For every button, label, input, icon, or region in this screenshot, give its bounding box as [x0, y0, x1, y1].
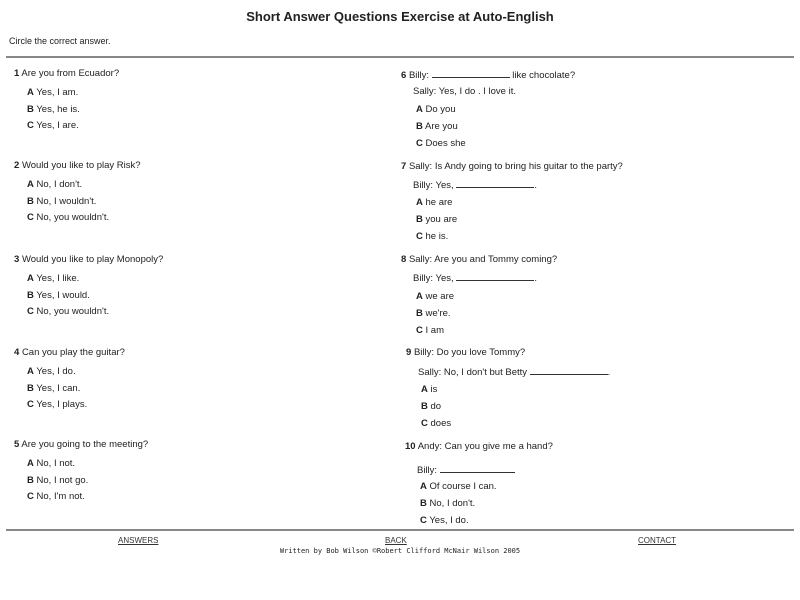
reply-line [418, 365, 610, 378]
option-text: does [430, 417, 452, 429]
option-a [420, 481, 497, 492]
option-text: Yes, I would. [36, 289, 90, 301]
reply-line [413, 86, 516, 97]
option-b [27, 104, 80, 115]
question-2 [14, 160, 141, 171]
option-letter: B [420, 497, 427, 509]
question-number: 7 [401, 161, 407, 172]
answers-link[interactable]: ANSWERS [118, 536, 159, 545]
option-b [420, 498, 475, 509]
option-letter: C [27, 306, 34, 317]
option-text: No, I don't. [36, 179, 83, 190]
reply-text: Yes, [435, 273, 454, 284]
question-number: 10 [405, 441, 416, 452]
option-text: is [430, 384, 438, 395]
question-number: 5 [14, 439, 20, 450]
question-6 [401, 68, 575, 81]
question-text: like chocolate? [512, 70, 576, 81]
question-number: 2 [14, 160, 20, 171]
option-text: we are [425, 291, 455, 302]
option-b [27, 383, 80, 394]
option-c [27, 120, 79, 131]
answer-blank [440, 463, 515, 473]
option-b [416, 308, 451, 319]
reply-text: No, I don't but Betty [443, 367, 528, 378]
option-letter: B [27, 382, 34, 394]
option-letter: A [416, 291, 423, 302]
option-letter: A [27, 179, 34, 190]
option-letter: A [416, 104, 423, 115]
option-text: I am [425, 324, 444, 336]
reply-text: Yes, I do . I love it. [438, 86, 516, 97]
option-c [416, 138, 466, 149]
option-text: do [430, 400, 442, 412]
option-c [421, 418, 451, 429]
option-text: No, I don't. [429, 497, 476, 509]
question-text: Can you play the guitar? [21, 347, 125, 358]
back-link[interactable]: BACK [385, 536, 407, 545]
option-c [416, 325, 444, 336]
option-text: Yes, I plays. [36, 399, 88, 410]
option-c [27, 212, 109, 223]
option-text: Does she [425, 137, 466, 149]
answer-blank [530, 365, 608, 375]
speaker: Andy: [417, 441, 442, 452]
option-b [27, 475, 88, 486]
contact-link[interactable]: CONTACT [638, 536, 677, 545]
option-letter: B [27, 474, 34, 486]
reply-line [413, 178, 537, 191]
option-letter: C [416, 137, 423, 149]
reply-speaker: Billy: [413, 180, 434, 191]
instruction: Circle the correct answer. [9, 36, 111, 46]
question-number: 4 [14, 347, 20, 358]
option-text: Do you [425, 104, 456, 115]
option-text: he are [425, 197, 453, 208]
option-a [27, 458, 75, 469]
reply-line [413, 271, 537, 284]
option-text: No, you wouldn't. [36, 212, 110, 223]
option-letter: C [421, 417, 428, 429]
header-divider [6, 56, 794, 58]
speaker: Billy: [413, 347, 434, 358]
answer-blank [432, 68, 510, 78]
option-a [416, 104, 456, 115]
question-5 [14, 439, 148, 450]
question-text: Would you like to play Monopoly? [21, 254, 164, 265]
option-letter: B [27, 195, 34, 207]
option-c [416, 231, 448, 242]
question-10 [405, 441, 553, 452]
option-text: Yes, I like. [36, 273, 80, 284]
option-letter: C [27, 491, 34, 502]
option-c [27, 306, 109, 317]
option-text: you are [425, 213, 458, 225]
question-number: 9 [406, 347, 412, 358]
option-text: Yes, I do. [429, 514, 469, 526]
option-a [27, 273, 79, 284]
option-letter: C [420, 514, 427, 526]
option-text: Yes, I can. [36, 382, 81, 394]
option-text: Yes, I do. [36, 366, 76, 377]
option-letter: A [27, 273, 34, 284]
option-letter: C [27, 212, 34, 223]
option-text: Are you [425, 120, 458, 132]
option-b [27, 196, 96, 207]
option-letter: C [27, 120, 34, 131]
author-credit: Written by Bob Wilson ©Robert Clifford McNair Wilson 2005 [279, 547, 521, 555]
option-a [27, 366, 76, 377]
option-b [421, 401, 441, 412]
option-letter: B [27, 103, 34, 115]
speaker: Billy: [408, 70, 429, 81]
reply-line [417, 463, 515, 476]
reply-speaker: Billy: [417, 465, 438, 476]
option-letter: B [27, 289, 34, 301]
option-letter: A [27, 87, 34, 98]
option-text: he is. [425, 230, 449, 242]
option-text: No, you wouldn't. [36, 306, 110, 317]
question-9 [406, 347, 525, 358]
question-8 [401, 254, 557, 265]
option-a [27, 87, 78, 98]
option-letter: A [416, 197, 423, 208]
option-letter: C [416, 230, 423, 242]
question-1 [14, 68, 119, 79]
question-text: Can you give me a hand? [444, 441, 553, 452]
question-number: 1 [14, 68, 20, 79]
page-title: Short Answer Questions Exercise at Auto-English [246, 9, 554, 24]
question-text: Is Andy going to bring his guitar to the party? [434, 161, 623, 172]
answer-blank [456, 178, 534, 188]
option-letter: B [416, 307, 423, 319]
question-text: Are you from Ecuador? [21, 68, 120, 79]
option-c [27, 491, 85, 502]
option-letter: A [421, 384, 428, 395]
question-text: Are you and Tommy coming? [434, 254, 558, 265]
question-number: 3 [14, 254, 20, 265]
reply-end: . [534, 180, 537, 191]
reply-speaker: Billy: [413, 273, 434, 284]
question-number: 6 [401, 70, 407, 81]
option-text: No, I wouldn't. [36, 195, 97, 207]
option-text: No, I'm not. [36, 491, 85, 502]
question-text: Are you going to the meeting? [21, 439, 149, 450]
option-text: No, I not. [36, 458, 76, 469]
answer-blank [456, 271, 534, 281]
option-text: Yes, he is. [36, 103, 80, 115]
question-number: 8 [401, 254, 407, 265]
question-3 [14, 254, 163, 265]
question-text: Do you love Tommy? [436, 347, 526, 358]
reply-end: . [534, 273, 537, 284]
question-7 [401, 161, 623, 172]
reply-speaker: Sally: [413, 86, 437, 97]
reply-end: . [607, 367, 611, 378]
option-letter: A [27, 458, 34, 469]
option-letter: C [416, 324, 423, 336]
speaker: Sally: [408, 254, 433, 265]
option-text: Yes, I are. [36, 120, 79, 131]
question-text: Would you like to play Risk? [21, 160, 141, 171]
option-a [416, 291, 454, 302]
option-c [420, 515, 469, 526]
option-text: Yes, I am. [36, 87, 79, 98]
reply-speaker: Sally: [418, 367, 442, 378]
option-text: No, I not go. [36, 474, 89, 486]
option-letter: A [27, 366, 34, 377]
footer-divider [6, 529, 794, 531]
option-b [416, 121, 458, 132]
option-c [27, 399, 87, 410]
option-text: we're. [425, 307, 451, 319]
option-a [27, 179, 82, 190]
option-letter: B [416, 120, 423, 132]
question-4 [14, 347, 125, 358]
option-letter: B [421, 400, 428, 412]
option-letter: A [420, 481, 427, 492]
speaker: Sally: [408, 161, 433, 172]
option-b [416, 214, 457, 225]
option-letter: C [27, 399, 34, 410]
option-a [421, 384, 437, 395]
option-text: Of course I can. [429, 481, 497, 492]
reply-text: Yes, [435, 180, 454, 191]
option-b [27, 290, 90, 301]
option-letter: B [416, 213, 423, 225]
option-a [416, 197, 452, 208]
